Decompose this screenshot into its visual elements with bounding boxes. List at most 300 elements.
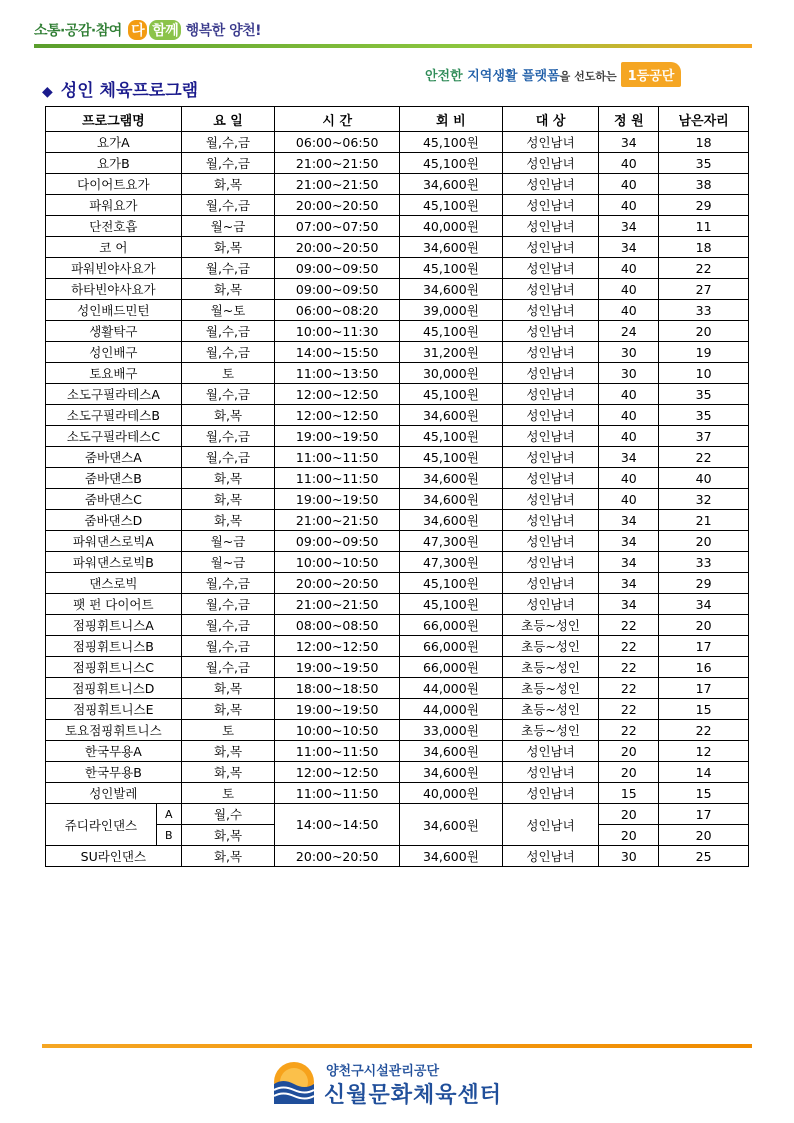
cell-capacity: 22	[599, 699, 659, 720]
cell-program: 점핑휘트니스D	[46, 678, 182, 699]
motto-b: 지역생활 플랫폼	[462, 69, 560, 84]
cell-days: 토	[181, 783, 275, 804]
table-row	[46, 846, 749, 867]
cell-program: 하타빈야사요가	[46, 279, 182, 300]
cell-fee: 40,000원	[400, 783, 503, 804]
cell-capacity: 22	[599, 636, 659, 657]
cell-capacity: 34	[599, 510, 659, 531]
cell-time: 12:00~12:50	[275, 405, 400, 426]
cell-remaining: 11	[659, 216, 749, 237]
cell-time: 20:00~20:50	[275, 573, 400, 594]
cell-target: 성인남녀	[502, 846, 599, 867]
cell-target: 성인남녀	[502, 363, 599, 384]
cell-capacity: 30	[599, 342, 659, 363]
motto-badge: 1등공단	[621, 62, 682, 87]
cell-capacity: 40	[599, 489, 659, 510]
cell-fee: 34,600원	[400, 510, 503, 531]
table-row	[46, 573, 749, 594]
cell-remaining: 17	[659, 636, 749, 657]
cell-remaining: 10	[659, 363, 749, 384]
cell-fee: 66,000원	[400, 657, 503, 678]
cell-fee: 34,600원	[400, 741, 503, 762]
cell-fee: 31,200원	[400, 342, 503, 363]
cell-program: 생활탁구	[46, 321, 182, 342]
cell-target: 성인남녀	[502, 783, 599, 804]
cell-capacity: 34	[599, 132, 659, 153]
cell-remaining: 15	[659, 699, 749, 720]
header-target: 대 상	[502, 107, 599, 132]
table-row	[46, 405, 749, 426]
cell-remaining: 14	[659, 762, 749, 783]
cell-target: 초등~성인	[502, 699, 599, 720]
cell-days: 화,목	[181, 762, 275, 783]
cell-program: 토요배구	[46, 363, 182, 384]
table-row	[46, 132, 749, 153]
cell-time: 08:00~08:50	[275, 615, 400, 636]
cell-days: 월~금	[181, 552, 275, 573]
cell-fee: 34,600원	[400, 405, 503, 426]
cell-days: 월,수,금	[181, 132, 275, 153]
cell-fee: 45,100원	[400, 594, 503, 615]
cell-remaining: 20	[659, 825, 749, 846]
cell-program: 소도구필라테스B	[46, 405, 182, 426]
cell-days: 화,목	[181, 468, 275, 489]
cell-remaining: 34	[659, 594, 749, 615]
cell-sub-label: A	[156, 804, 181, 825]
cell-time: 19:00~19:50	[275, 699, 400, 720]
cell-program: 줌바댄스D	[46, 510, 182, 531]
table-row	[46, 447, 749, 468]
cell-program: 소도구필라테스A	[46, 384, 182, 405]
cell-program: 줌바댄스B	[46, 468, 182, 489]
cell-time: 11:00~11:50	[275, 468, 400, 489]
cell-fee: 45,100원	[400, 132, 503, 153]
cell-fee: 45,100원	[400, 447, 503, 468]
cell-capacity: 40	[599, 174, 659, 195]
cell-capacity: 40	[599, 300, 659, 321]
cell-remaining: 22	[659, 447, 749, 468]
cell-remaining: 35	[659, 153, 749, 174]
cell-sub-label: B	[156, 825, 181, 846]
cell-days: 화,목	[181, 489, 275, 510]
cell-remaining: 16	[659, 657, 749, 678]
cell-program: 점핑휘트니스A	[46, 615, 182, 636]
cell-remaining: 40	[659, 468, 749, 489]
cell-program: 줌바댄스C	[46, 489, 182, 510]
cell-days: 월,수,금	[181, 258, 275, 279]
footer-logo	[272, 1058, 532, 1108]
diamond-icon: ◆	[42, 84, 53, 100]
cell-capacity: 22	[599, 678, 659, 699]
cell-program: 파워빈야사요가	[46, 258, 182, 279]
cell-days: 화,목	[181, 741, 275, 762]
cell-program: SU라인댄스	[46, 846, 182, 867]
cell-capacity: 34	[599, 216, 659, 237]
cell-fee: 33,000원	[400, 720, 503, 741]
cell-remaining: 12	[659, 741, 749, 762]
cell-target: 성인남녀	[502, 216, 599, 237]
cell-capacity: 30	[599, 846, 659, 867]
cell-target: 초등~성인	[502, 720, 599, 741]
cell-program: 한국무용A	[46, 741, 182, 762]
table-row	[46, 552, 749, 573]
cell-remaining: 29	[659, 195, 749, 216]
table-row	[46, 720, 749, 741]
cell-capacity: 20	[599, 741, 659, 762]
table-row	[46, 510, 749, 531]
cell-fee: 45,100원	[400, 195, 503, 216]
header-motto	[425, 62, 681, 87]
cell-days: 월,수,금	[181, 657, 275, 678]
cell-remaining: 35	[659, 405, 749, 426]
cell-time: 06:00~08:20	[275, 300, 400, 321]
cell-remaining: 20	[659, 615, 749, 636]
footer-center: 신월문화체육센터	[324, 1083, 503, 1108]
cell-time: 21:00~21:50	[275, 510, 400, 531]
cell-program: 다이어트요가	[46, 174, 182, 195]
cell-remaining: 33	[659, 300, 749, 321]
cell-days: 월,수,금	[181, 384, 275, 405]
cell-program: 요가A	[46, 132, 182, 153]
cell-days: 월,수	[181, 804, 275, 825]
cell-time: 20:00~20:50	[275, 846, 400, 867]
cell-time: 12:00~12:50	[275, 762, 400, 783]
cell-remaining: 22	[659, 720, 749, 741]
cell-fee: 30,000원	[400, 363, 503, 384]
cell-days: 화,목	[181, 825, 275, 846]
cell-target: 성인남녀	[502, 426, 599, 447]
cell-capacity: 24	[599, 321, 659, 342]
cell-remaining: 35	[659, 384, 749, 405]
cell-target: 성인남녀	[502, 132, 599, 153]
motto-c: 을 선도하는	[559, 70, 617, 83]
cell-days: 월,수,금	[181, 321, 275, 342]
cell-program: 요가B	[46, 153, 182, 174]
cell-program: 댄스로빅	[46, 573, 182, 594]
cell-remaining: 18	[659, 132, 749, 153]
table-row	[46, 783, 749, 804]
table-row	[46, 237, 749, 258]
cell-days: 월,수,금	[181, 153, 275, 174]
table-row	[46, 321, 749, 342]
cell-program: 성인배드민턴	[46, 300, 182, 321]
cell-target: 성인남녀	[502, 174, 599, 195]
cell-days: 화,목	[181, 405, 275, 426]
cell-target: 성인남녀	[502, 573, 599, 594]
cell-capacity: 34	[599, 594, 659, 615]
cell-remaining: 32	[659, 489, 749, 510]
table-row	[46, 699, 749, 720]
cell-time: 19:00~19:50	[275, 489, 400, 510]
cell-fee: 45,100원	[400, 258, 503, 279]
table-row	[46, 279, 749, 300]
cell-program: 줌바댄스A	[46, 447, 182, 468]
header-time: 시 간	[275, 107, 400, 132]
cell-time: 10:00~10:50	[275, 720, 400, 741]
table-row	[46, 153, 749, 174]
cell-days: 토	[181, 363, 275, 384]
cell-capacity: 30	[599, 363, 659, 384]
cell-capacity: 40	[599, 468, 659, 489]
cell-days: 화,목	[181, 510, 275, 531]
cell-fee: 34,600원	[400, 846, 503, 867]
slogan-prefix: 소통·공감·참여	[34, 23, 122, 39]
cell-target: 성인남녀	[502, 258, 599, 279]
table-row	[46, 174, 749, 195]
cell-capacity: 40	[599, 426, 659, 447]
cell-time: 21:00~21:50	[275, 594, 400, 615]
cell-program: 파워댄스로빅A	[46, 531, 182, 552]
header-capacity: 정 원	[599, 107, 659, 132]
cell-remaining: 17	[659, 678, 749, 699]
cell-target: 초등~성인	[502, 678, 599, 699]
cell-time: 21:00~21:50	[275, 153, 400, 174]
table-row	[46, 363, 749, 384]
cell-program: 점핑휘트니스E	[46, 699, 182, 720]
cell-target: 성인남녀	[502, 405, 599, 426]
motto-a: 안전한	[425, 69, 463, 84]
cell-capacity: 40	[599, 384, 659, 405]
top-divider	[34, 44, 752, 48]
table-row	[46, 426, 749, 447]
table-row	[46, 762, 749, 783]
cell-remaining: 20	[659, 531, 749, 552]
cell-remaining: 25	[659, 846, 749, 867]
cell-days: 월~토	[181, 300, 275, 321]
cell-days: 월,수,금	[181, 426, 275, 447]
cell-target: 성인남녀	[502, 300, 599, 321]
cell-target: 성인남녀	[502, 468, 599, 489]
cell-days: 월,수,금	[181, 342, 275, 363]
header-program: 프로그램명	[46, 107, 182, 132]
cell-time: 14:00~15:50	[275, 342, 400, 363]
cell-days: 월,수,금	[181, 195, 275, 216]
cell-capacity: 40	[599, 405, 659, 426]
cell-fee: 66,000원	[400, 636, 503, 657]
cell-target: 성인남녀	[502, 195, 599, 216]
cell-program: 파워요가	[46, 195, 182, 216]
table-row	[46, 678, 749, 699]
cell-time: 07:00~07:50	[275, 216, 400, 237]
cell-target: 초등~성인	[502, 615, 599, 636]
table-header-row	[46, 107, 749, 132]
cell-program: 성인배구	[46, 342, 182, 363]
table-row	[46, 531, 749, 552]
section-title	[42, 76, 198, 101]
cell-days: 화,목	[181, 699, 275, 720]
table-row	[46, 636, 749, 657]
cell-remaining: 33	[659, 552, 749, 573]
cell-program: 팻 펀 다이어트	[46, 594, 182, 615]
cell-target: 성인남녀	[502, 342, 599, 363]
cell-time: 10:00~10:50	[275, 552, 400, 573]
footer-org: 양천구시설관리공단	[326, 1064, 440, 1079]
cell-program: 파워댄스로빅B	[46, 552, 182, 573]
cell-days: 월~금	[181, 531, 275, 552]
table-row	[46, 195, 749, 216]
cell-remaining: 20	[659, 321, 749, 342]
cell-fee: 34,600원	[400, 468, 503, 489]
slogan-da: 다	[128, 20, 147, 40]
cell-program: 단전호흡	[46, 216, 182, 237]
cell-fee: 47,300원	[400, 552, 503, 573]
cell-capacity: 20	[599, 804, 659, 825]
cell-days: 화,목	[181, 846, 275, 867]
cell-program: 소도구필라테스C	[46, 426, 182, 447]
cell-remaining: 27	[659, 279, 749, 300]
cell-remaining: 15	[659, 783, 749, 804]
header-remaining: 남은자리	[659, 107, 749, 132]
cell-program: 성인발레	[46, 783, 182, 804]
section-title-text: 성인 체육프로그램	[60, 81, 199, 101]
cell-program: 코 어	[46, 237, 182, 258]
cell-fee: 34,600원	[400, 804, 503, 846]
cell-days: 월,수,금	[181, 615, 275, 636]
cell-time: 12:00~12:50	[275, 636, 400, 657]
cell-program: 한국무용B	[46, 762, 182, 783]
cell-capacity: 40	[599, 195, 659, 216]
cell-target: 초등~성인	[502, 636, 599, 657]
table-row	[46, 216, 749, 237]
cell-time: 20:00~20:50	[275, 195, 400, 216]
cell-remaining: 18	[659, 237, 749, 258]
cell-time: 12:00~12:50	[275, 384, 400, 405]
table-row	[46, 384, 749, 405]
cell-days: 화,목	[181, 237, 275, 258]
cell-program: 토요점핑휘트니스	[46, 720, 182, 741]
cell-target: 성인남녀	[502, 804, 599, 846]
cell-fee: 40,000원	[400, 216, 503, 237]
cell-program: 점핑휘트니스C	[46, 657, 182, 678]
cell-remaining: 21	[659, 510, 749, 531]
cell-fee: 45,100원	[400, 384, 503, 405]
cell-target: 초등~성인	[502, 657, 599, 678]
cell-capacity: 22	[599, 615, 659, 636]
sun-wave-emblem-icon	[272, 1060, 316, 1104]
table-row	[46, 342, 749, 363]
cell-fee: 47,300원	[400, 531, 503, 552]
cell-fee: 45,100원	[400, 153, 503, 174]
cell-target: 성인남녀	[502, 531, 599, 552]
cell-remaining: 19	[659, 342, 749, 363]
header-fee: 회 비	[400, 107, 503, 132]
table-row	[46, 489, 749, 510]
cell-days: 월~금	[181, 216, 275, 237]
cell-program: 점핑휘트니스B	[46, 636, 182, 657]
cell-fee: 34,600원	[400, 762, 503, 783]
cell-target: 성인남녀	[502, 279, 599, 300]
table-row	[46, 300, 749, 321]
cell-capacity: 34	[599, 573, 659, 594]
cell-target: 성인남녀	[502, 384, 599, 405]
table-row	[46, 594, 749, 615]
table-row	[46, 468, 749, 489]
cell-target: 성인남녀	[502, 594, 599, 615]
cell-capacity: 34	[599, 447, 659, 468]
cell-fee: 45,100원	[400, 573, 503, 594]
slogan-ham: 함께	[149, 20, 181, 40]
cell-capacity: 20	[599, 762, 659, 783]
header-days: 요 일	[181, 107, 275, 132]
cell-time: 20:00~20:50	[275, 237, 400, 258]
cell-fee: 44,000원	[400, 699, 503, 720]
cell-time: 10:00~11:30	[275, 321, 400, 342]
cell-time: 11:00~11:50	[275, 741, 400, 762]
cell-fee: 44,000원	[400, 678, 503, 699]
cell-target: 성인남녀	[502, 153, 599, 174]
cell-capacity: 40	[599, 153, 659, 174]
cell-time: 19:00~19:50	[275, 657, 400, 678]
cell-days: 화,목	[181, 174, 275, 195]
cell-target: 성인남녀	[502, 510, 599, 531]
cell-time: 19:00~19:50	[275, 426, 400, 447]
cell-fee: 66,000원	[400, 615, 503, 636]
cell-remaining: 29	[659, 573, 749, 594]
cell-fee: 34,600원	[400, 489, 503, 510]
cell-target: 성인남녀	[502, 741, 599, 762]
cell-days: 월,수,금	[181, 636, 275, 657]
cell-time: 11:00~13:50	[275, 363, 400, 384]
table-row	[46, 657, 749, 678]
table-row	[46, 741, 749, 762]
cell-time: 21:00~21:50	[275, 174, 400, 195]
cell-remaining: 22	[659, 258, 749, 279]
cell-target: 성인남녀	[502, 237, 599, 258]
cell-fee: 34,600원	[400, 279, 503, 300]
cell-time: 11:00~11:50	[275, 783, 400, 804]
table-row-group-a	[46, 804, 749, 825]
cell-time: 09:00~09:50	[275, 279, 400, 300]
cell-capacity: 34	[599, 531, 659, 552]
table-body	[46, 132, 749, 867]
cell-fee: 39,000원	[400, 300, 503, 321]
cell-target: 성인남녀	[502, 447, 599, 468]
cell-time: 09:00~09:50	[275, 258, 400, 279]
cell-fee: 45,100원	[400, 321, 503, 342]
cell-days: 월,수,금	[181, 594, 275, 615]
cell-time: 11:00~11:50	[275, 447, 400, 468]
bottom-divider	[42, 1044, 752, 1048]
cell-program: 쥬디라인댄스	[46, 804, 157, 846]
cell-remaining: 17	[659, 804, 749, 825]
cell-remaining: 37	[659, 426, 749, 447]
table-row	[46, 615, 749, 636]
cell-time: 14:00~14:50	[275, 804, 400, 846]
cell-time: 18:00~18:50	[275, 678, 400, 699]
cell-days: 월,수,금	[181, 573, 275, 594]
cell-days: 토	[181, 720, 275, 741]
cell-capacity: 20	[599, 825, 659, 846]
cell-target: 성인남녀	[502, 762, 599, 783]
cell-target: 성인남녀	[502, 552, 599, 573]
cell-capacity: 34	[599, 552, 659, 573]
cell-target: 성인남녀	[502, 489, 599, 510]
cell-fee: 45,100원	[400, 426, 503, 447]
slogan-suffix: 행복한 양천!	[185, 23, 262, 39]
cell-capacity: 22	[599, 720, 659, 741]
cell-fee: 34,600원	[400, 174, 503, 195]
cell-days: 월,수,금	[181, 447, 275, 468]
cell-days: 화,목	[181, 678, 275, 699]
cell-capacity: 40	[599, 279, 659, 300]
program-table	[45, 106, 749, 867]
header-slogan	[34, 20, 261, 40]
cell-time: 06:00~06:50	[275, 132, 400, 153]
cell-fee: 34,600원	[400, 237, 503, 258]
cell-capacity: 34	[599, 237, 659, 258]
cell-target: 성인남녀	[502, 321, 599, 342]
cell-capacity: 40	[599, 258, 659, 279]
